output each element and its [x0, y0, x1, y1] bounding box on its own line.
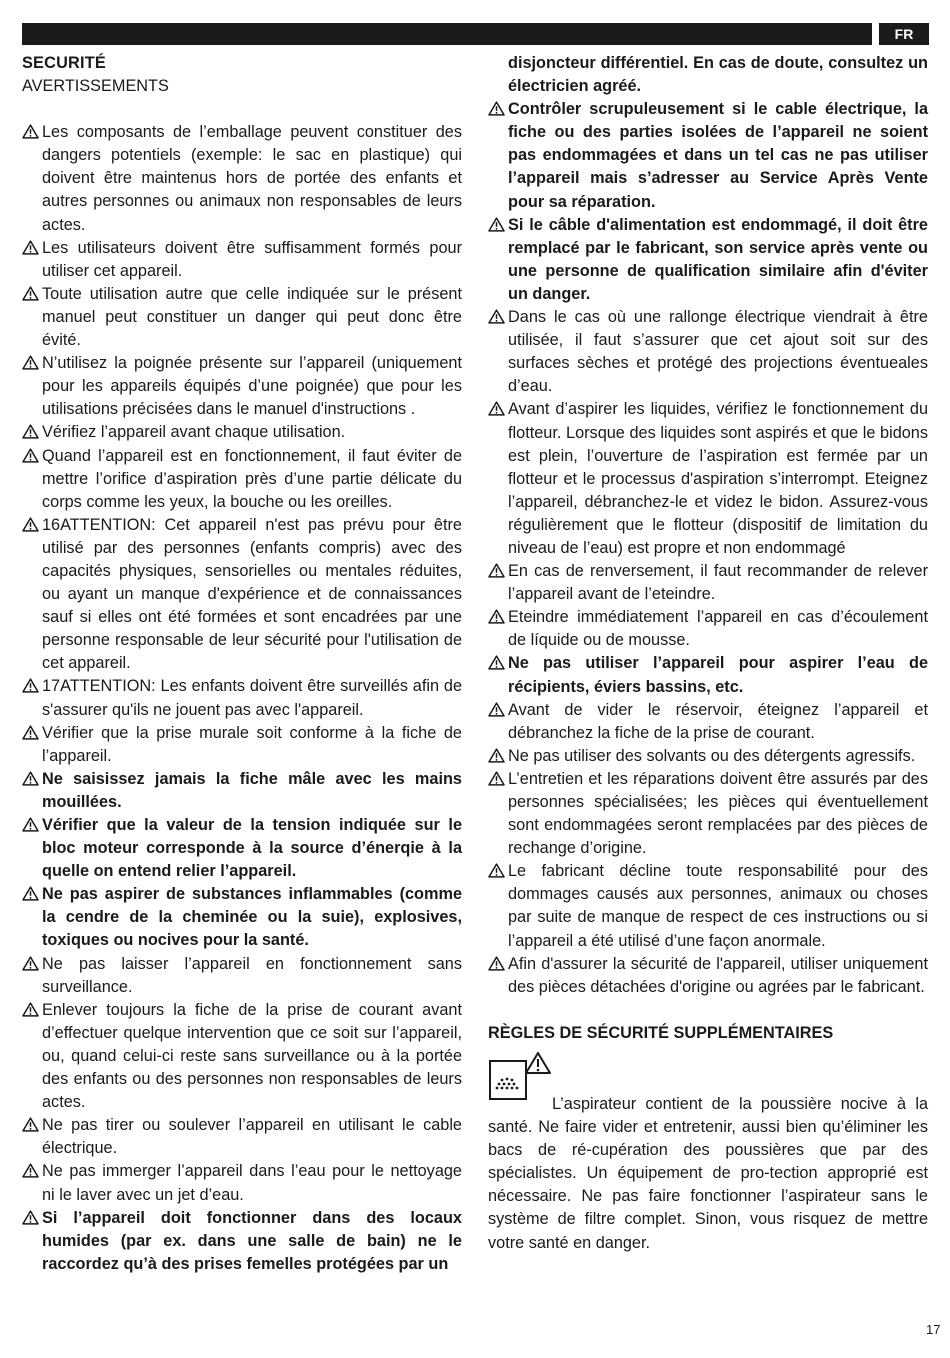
- warning-text: Ne pas utiliser des solvants ou des détergents agressifs.: [508, 746, 916, 765]
- warning-item: [488, 606, 928, 652]
- warning-item: [22, 283, 462, 352]
- warning-icon: [488, 702, 505, 717]
- warning-item: [22, 675, 462, 721]
- warning-text: Avant de vider le réservoir, éteignez l’appareil et débranchez la fiche de la prise de courant.: [508, 700, 928, 742]
- warning-text: Dans le cas où une rallonge électrique viendrait à être utilisée, il faut s’assurer que cet ajout soit sur des surfaces sèches et protégé des projections éventueales d’eau.: [508, 308, 928, 396]
- warning-item: [488, 652, 928, 698]
- warning-item: [488, 768, 928, 860]
- warning-item: [22, 1114, 462, 1160]
- warning-item: [488, 745, 928, 768]
- warning-item: [488, 860, 928, 952]
- language-label: FR: [879, 23, 929, 45]
- warning-text: Ne pas utiliser l’appareil pour aspirer l’eau de récipients, éviers bassins, etc.: [508, 654, 928, 696]
- warning-item: [22, 1207, 462, 1276]
- warning-text: 17ATTENTION: Les enfants doivent être surveillés afin de s'assurer qu'ils ne jouent pas avec l'appareil.: [42, 677, 462, 719]
- warning-icon: [22, 1163, 39, 1178]
- warning-text: Vérifier que la prise murale soit conforme à la fiche de l’appareil.: [42, 723, 462, 765]
- warning-text: Si le câble d'alimentation est endommagé, il doit être remplacé par le fabricant, son service après vente ou une personne de qualification similaire afin d'éviter un danger.: [508, 215, 928, 303]
- warning-icon: [488, 771, 505, 786]
- warning-item: [22, 768, 462, 814]
- rules-text: L’aspirateur contient de la poussière nocive à la santé. Ne faire vider et entretenir, aussi bien qu’éliminer les bacs de ré-cupération des poussières que par des spécialistes. Un équipement de pro-tection approprié est nécessaire. Ne pas faire fonctionner l’aspirateur sans le système de filtre complet. Sinon, vous risquez de mettre votre santé en danger.: [488, 1094, 928, 1252]
- warning-icon: [22, 1210, 39, 1225]
- warning-icon: [22, 678, 39, 693]
- warning-text: Quand l’appareil est en fonctionnement, il faut éviter de mettre l’orifice d’aspiration près d’une partie délicate du corps comme les yeux, la bouche ou les oreilles.: [42, 446, 462, 511]
- warning-text: 16ATTENTION: Cet appareil n'est pas prévu pour être utilisé par des personnes (enfants compris) avec des capacités physiques, sensorielles ou mentales réduites, ou ayant un manque d'expérience et de connaissances sauf si elles ont été formées et sont encadrées par une personne responsable de leur sécurité pour l'utilisation de cet appareil.: [42, 515, 462, 673]
- warning-icon: [22, 1002, 39, 1017]
- warning-icon: [22, 124, 39, 139]
- warning-text: Ne pas aspirer de substances inflammables (comme la cendre de la cheminée ou la suie), explosives, toxiques ou nocives pour la santé.: [42, 885, 462, 950]
- warning-item: [22, 1160, 462, 1206]
- continued-text: disjoncteur différentiel. En cas de doute, consultez un électricien agréé.: [508, 54, 928, 96]
- warning-text: Le fabricant décline toute responsabilité pour des dommages causés aux personnes, animaux ou choses par suite de manque de respect de ces instructions ou si l’appareil a été utilisé d’une façon anormale.: [508, 862, 928, 950]
- right-column: [488, 52, 928, 1255]
- warning-icon: [22, 448, 39, 463]
- warning-icon: [488, 863, 505, 878]
- warning-icon: [22, 771, 39, 786]
- warning-icon: [22, 1117, 39, 1132]
- warning-text: En cas de renversement, il faut recommander de relever l’appareil avant de l’eteindre.: [508, 562, 928, 604]
- warning-item: [22, 953, 462, 999]
- warning-icon: [22, 286, 39, 301]
- warning-item: [22, 722, 462, 768]
- warning-item: [22, 814, 462, 883]
- warning-icon: [488, 217, 505, 232]
- warning-item: [488, 214, 928, 306]
- warning-icon: [488, 101, 505, 116]
- warning-text: Vérifier que la valeur de la tension indiquée sur le bloc moteur corresponde à la source d’énerqie à la quelle on entend relier l’appareil.: [42, 816, 462, 881]
- warning-text: Les utilisateurs doivent être suffisamment formés pour utiliser cet appareil.: [42, 238, 462, 280]
- warning-item: [488, 398, 928, 560]
- warning-text: L’entretien et les réparations doivent être assurés par des personnes spécialisées; les pièces qui éventuellement sont endommagées seront remplacées par des pièces de rechange d’origine.: [508, 769, 928, 858]
- warning-icon: [22, 725, 39, 740]
- warning-item: [488, 98, 928, 213]
- warning-text: Ne pas laisser l’appareil en fonctionnement sans surveillance.: [42, 954, 462, 996]
- warning-item: [488, 953, 928, 999]
- warning-item: [22, 237, 462, 283]
- warning-text: Toute utilisation autre que celle indiquée sur le présent manuel peut constituer un danger qui peut donc être évité.: [42, 284, 462, 350]
- warning-item: [488, 699, 928, 745]
- warning-item: [22, 999, 462, 1114]
- warning-text: Ne pas tirer ou soulever l’appareil en utilisant le cable électrique.: [42, 1116, 462, 1158]
- warning-text: Si l’appareil doit fonctionner dans des locaux humides (par ex. dans une salle de bain) ne le raccordez qu’à des prises femelles protégées par un: [42, 1208, 462, 1273]
- warning-icon: [488, 609, 505, 624]
- warning-text: Eteindre immédiatement l’appareil en cas d’écoulement de líquide ou de mousse.: [508, 608, 928, 650]
- warning-item: [22, 121, 462, 236]
- header-bar: [22, 23, 872, 45]
- warning-icon: [488, 655, 505, 670]
- warning-icon: [22, 424, 39, 439]
- warning-item: [22, 514, 462, 676]
- left-column: [22, 52, 462, 1276]
- warning-icon: [22, 517, 39, 532]
- warning-text: Ne pas immerger l’appareil dans l’eau pour le nettoyage ni le laver avec un jet d’eau.: [42, 1162, 462, 1204]
- warning-icon: [488, 956, 505, 971]
- warning-list: [22, 121, 462, 1276]
- warning-icon: [488, 748, 505, 763]
- warning-item: [22, 883, 462, 952]
- warning-icon: [22, 886, 39, 901]
- warning-icon: [488, 309, 505, 324]
- warning-item: [22, 445, 462, 514]
- warning-text: Vérifiez l’appareil avant chaque utilisation.: [42, 423, 346, 442]
- warning-item: [488, 306, 928, 398]
- rules-block: [488, 1051, 928, 1255]
- warning-text: Afin d'assurer la sécurité de l'appareil, utiliser uniquement des pièces détachées d'origine ou agrées par le fabricant.: [508, 954, 928, 996]
- page-number: 17: [926, 1322, 941, 1337]
- warning-text: Ne saisissez jamais la fiche mâle avec les mains mouillées.: [42, 769, 462, 811]
- warning-icon: [22, 355, 39, 370]
- warning-list: [488, 98, 928, 999]
- warning-icon: [22, 817, 39, 832]
- warning-text: Contrôler scrupuleusement si le cable électrique, la fiche ou des parties isolées de l’appareil ne soient pas endommagées et dans un tel cas ne pas utiliser l’appareil mais s’adresser au Service Après Vente pour sa réparation.: [508, 100, 928, 211]
- rules-title: RÈGLES DE SÉCURITÉ SUPPLÉMENTAIRES: [488, 1023, 834, 1042]
- warning-text: N’utilisez la poignée présente sur l’appareil (uniquement pour les appareils équipés d’une poignée) que pour les utilisations précisées dans le manuel d'instructions .: [42, 354, 462, 419]
- warning-icon: [22, 956, 39, 971]
- warning-item: [22, 352, 462, 421]
- warning-item: [488, 560, 928, 606]
- warning-item: [22, 421, 462, 444]
- warning-icon: [22, 240, 39, 255]
- warning-icon: [488, 401, 505, 416]
- section-title: SECURITÉ: [22, 54, 106, 72]
- warning-text: Enlever toujours la fiche de la prise de courant avant d’effectuer quelque intervention que ce soit sur l’appareil, ou, quand celui-ci reste sans surveillance ou à la portée des enfants ou des personnes non responsables de leurs actes.: [42, 1000, 462, 1112]
- warning-icon: [488, 563, 505, 578]
- section-subtitle: AVERTISSEMENTS: [22, 77, 169, 96]
- warning-text: Les composants de l’emballage peuvent constituer des dangers potentiels (exemple: le sac en plastique) qui doivent être maintenus hors de portée des enfants et autres personnes ou animaux non responsables de leurs actes.: [42, 123, 462, 234]
- warning-text: Avant d’aspirer les liquides, vérifiez le fonctionnement du flotteur. Lorsque des liquides sont aspirés et que le bidons est plein, l’ouverture de l’aspiration est fermée par un flotteur et le processus d'aspiration s’interrompt. Eteignez l’appareil, débranchez-le et videz le bidon. Assurez-vous régulièrement que le flotteur (dispositif de limitation du niveau de l’eau) est propre et non endommagé: [508, 400, 928, 557]
